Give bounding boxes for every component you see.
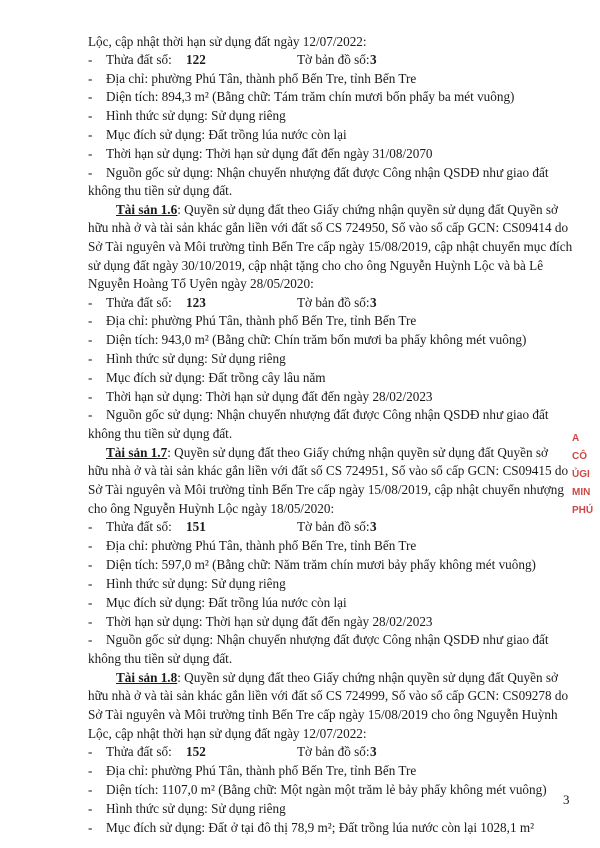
- parcel-number: 151: [186, 519, 206, 534]
- asset-1-6-title: Tài sản 1.6: [116, 202, 178, 217]
- document-page: Lộc, cập nhật thời hạn sử dụng đất ngày 12/07/2022: - Thửa đất số: 122 Tờ bản đồ số: 3 - Địa chỉ: phường Phú Tân, thành phố Bến Tre, tỉnh Bến Tre - Diện tích: 894,3 m² (Bằng chữ: Tám trăm chín mươi bốn phẩy ba mét vuông) - Hình thức sử dụng: Sử dụng riêng - Mục đích sử dụng: Đất trồng lúa nước còn lại - Thời hạn sử dụng: Thời hạn sử dụng đất đến ngày 31/08/2070 - Nguồn gốc sử dụng: Nhận chuyển nhượng đất được Công nhận QSDĐ như giao đất không thu tiền sử dụng đất. Tài sản 1.6: Quyền sử dụng đất theo Giấy chứng nhận quyền sử dụng đất Quyền sở hữu nhà ở và tài sản khác gắn liền với đất số CS 724950, Số vào sổ cấp GCN: CS09414 do Sở Tài nguyên và Môi trường tỉnh Bến Tre cấp ngày 15/08/2019, cập nhật chuyển mục đích sử dụng đất ngày 30/10/2019, cập nhật tặng cho cho ông Nguyễn Huỳnh Lộc và bà Lê Nguyễn Hoàng Tố Uyên ngày 28/05/2020: - Thửa đất số: 123 Tờ bản đồ số: 3 - Địa chỉ: phường Phú Tân, thành phố Bến Tre, tỉnh Bến Tre - Diện tích: 943,0 m² (Bằng chữ: Chín trăm bốn mươi ba phẩy không mét vuông) - Hình thức sử dụng: Sử dụng riêng - Mục đích sử dụng: Đất trồng cây lâu năm - Thời hạn sử dụng: Thời hạn sử dụng đất đến ngày 28/02/2023 - Nguồn gốc sử dụng: Nhận chuyển nhượng đất được Công nhận QSDĐ như giao đất không thu tiền sử dụng đất. Tài sản 1.7: Quyền sử dụng đất theo Giấy chứng nhận quyền sử dụng đất Quyền sở hữu nhà ở và tài sản khác gắn liền với đất số CS 724951, Số vào sổ cấp GCN: CS09415 do Sở Tài nguyên và Môi trường tỉnh Bến Tre cấp ngày 15/08/2019, cập nhật chuyển nhượng cho ông Nguyễn Huỳnh Lộc ngày 18/05/2020: - Thửa đất số: 151 Tờ bản đồ số: 3 - Địa chỉ: phường Phú Tân, thành phố Bến Tre, tỉnh Bến Tre - Diện tích: 597,0 m² (Bằng chữ: Năm trăm chín mươi bảy phẩy không mét vuông) - Hình thức sử dụng: Sử dụng riêng - Mục đích sử dụng: Đất trồng lúa nước còn lại - Thời hạn sử dụng: Thời hạn sử dụng đất đến ngày 28/02/2023 - Nguồn gốc sử dụng: Nhận chuyển nhượng đất được Công nhận QSDĐ như giao đất không thu tiền sử dụng đất. Tài sản 1.8: Quyền sử dụng đất theo Giấy chứng nhận quyền sử dụng đất Quyền sở hữu nhà ở và tài sản khác gắn liền với đất số CS 724999, Số vào sổ cấp GCN: CS09278 do Sở Tài nguyên và Môi trường tỉnh Bến Tre cấp ngày 15/08/2019 cho ông Nguyễn Huỳnh Lộc, cập nhật thời hạn sử dụng đất ngày 12/07/2022: - Thửa đất số: 152 Tờ bản đồ số: 3 - Địa chỉ: phường Phú Tân, thành phố Bến Tre, tỉnh Bến Tre - Diện tích: 1107,0 m² (Bằng chữ: Một ngàn một trăm lẻ bảy phẩy không mét vuông) - Hình thức sử dụng: Sử dụng riêng - Mục đích sử dụng: Đất ở tại đô thị 78,9 m²; Đất trồng lúa nước còn lại 1028,1 m² A CÔ ỦGI MIN PHÚ 3: [0, 0, 600, 848]
- sheet-label: Tờ bản đồ số:: [297, 295, 370, 310]
- parcel-number: 123: [186, 295, 206, 310]
- area: Diện tích: 597,0 m² (Bằng chữ: Năm trăm chín mươi bảy phẩy không mét vuông): [106, 557, 536, 572]
- sheet-number: 3: [370, 52, 377, 67]
- usage-purpose: Mục đích sử dụng: Đất trồng lúa nước còn lại: [106, 127, 347, 142]
- usage-term: Thời hạn sử dụng: Thời hạn sử dụng đất đến ngày 28/02/2023: [106, 389, 433, 404]
- asset-1-7-title: Tài sản 1.7: [106, 445, 168, 460]
- sheet-number: 3: [370, 519, 377, 534]
- usage-purpose: Mục đích sử dụng: Đất ở tại đô thị 78,9 m²; Đất trồng lúa nước còn lại 1028,1 m²: [106, 820, 535, 835]
- usage-purpose: Mục đích sử dụng: Đất trồng lúa nước còn lại: [106, 595, 347, 610]
- sheet-label: Tờ bản đồ số:: [297, 52, 370, 67]
- area: Diện tích: 1107,0 m² (Bằng chữ: Một ngàn một trăm lẻ bảy phẩy không mét vuông): [106, 782, 547, 797]
- address: Địa chỉ: phường Phú Tân, thành phố Bến Tre, tỉnh Bến Tre: [106, 538, 417, 553]
- usage-form: Hình thức sử dụng: Sử dụng riêng: [106, 801, 286, 816]
- parcel-number: 122: [186, 52, 206, 67]
- parcel-label: Thửa đất số:: [106, 744, 172, 759]
- page-number: 3: [563, 792, 570, 807]
- parcel-label: Thửa đất số:: [106, 519, 172, 534]
- usage-origin: Nguồn gốc sử dụng: Nhận chuyển nhượng đất được Công nhận QSDĐ như giao đất: [106, 407, 549, 422]
- area: Diện tích: 894,3 m² (Bằng chữ: Tám trăm chín mươi bốn phẩy ba mét vuông): [106, 89, 515, 104]
- address: Địa chỉ: phường Phú Tân, thành phố Bến Tre, tỉnh Bến Tre: [106, 71, 417, 86]
- parcel-label: Thửa đất số:: [106, 295, 172, 310]
- address: Địa chỉ: phường Phú Tân, thành phố Bến Tre, tỉnh Bến Tre: [106, 313, 417, 328]
- parcel-label: Thửa đất số:: [106, 52, 172, 67]
- usage-form: Hình thức sử dụng: Sử dụng riêng: [106, 576, 286, 591]
- usage-purpose: Mục đích sử dụng: Đất trồng cây lâu năm: [106, 370, 326, 385]
- usage-form: Hình thức sử dụng: Sử dụng riêng: [106, 351, 286, 366]
- asset-1-7-para: Tài sản 1.7: Quyền sử dụng đất theo Giấy chứng nhận quyền sử dụng đất Quyền sở: [106, 445, 548, 460]
- usage-origin: Nguồn gốc sử dụng: Nhận chuyển nhượng đất được Công nhận QSDĐ như giao đất: [106, 165, 549, 180]
- asset-1-8-title: Tài sản 1.8: [116, 670, 178, 685]
- usage-origin-cont: không thu tiền sử dụng đất.: [88, 183, 233, 198]
- sheet-label: Tờ bản đồ số:: [297, 744, 370, 759]
- bullet-dash: -: [88, 52, 93, 67]
- usage-term: Thời hạn sử dụng: Thời hạn sử dụng đất đến ngày 28/02/2023: [106, 614, 433, 629]
- usage-form: Hình thức sử dụng: Sử dụng riêng: [106, 108, 286, 123]
- partial-stamp: A CÔ ỦGI MIN PHÚ: [572, 433, 594, 516]
- parcel-number: 152: [186, 744, 206, 759]
- sheet-number: 3: [370, 744, 377, 759]
- sheet-number: 3: [370, 295, 377, 310]
- asset-1-8-para: Tài sản 1.8: Quyền sử dụng đất theo Giấy chứng nhận quyền sử dụng đất Quyền sở: [116, 670, 558, 685]
- asset-1-6-para: Tài sản 1.6: Quyền sử dụng đất theo Giấy chứng nhận quyền sử dụng đất Quyền sở: [116, 202, 558, 217]
- intro-tail: Lộc, cập nhật thời hạn sử dụng đất ngày 12/07/2022:: [88, 34, 367, 49]
- usage-origin-cont: không thu tiền sử dụng đất.: [88, 651, 233, 666]
- address: Địa chỉ: phường Phú Tân, thành phố Bến Tre, tỉnh Bến Tre: [106, 763, 417, 778]
- usage-origin: Nguồn gốc sử dụng: Nhận chuyển nhượng đất được Công nhận QSDĐ như giao đất: [106, 632, 549, 647]
- sheet-label: Tờ bản đồ số:: [297, 519, 370, 534]
- usage-term: Thời hạn sử dụng: Thời hạn sử dụng đất đến ngày 31/08/2070: [106, 146, 433, 161]
- usage-origin-cont: không thu tiền sử dụng đất.: [88, 426, 233, 441]
- area: Diện tích: 943,0 m² (Bằng chữ: Chín trăm bốn mươi ba phẩy không mét vuông): [106, 332, 527, 347]
